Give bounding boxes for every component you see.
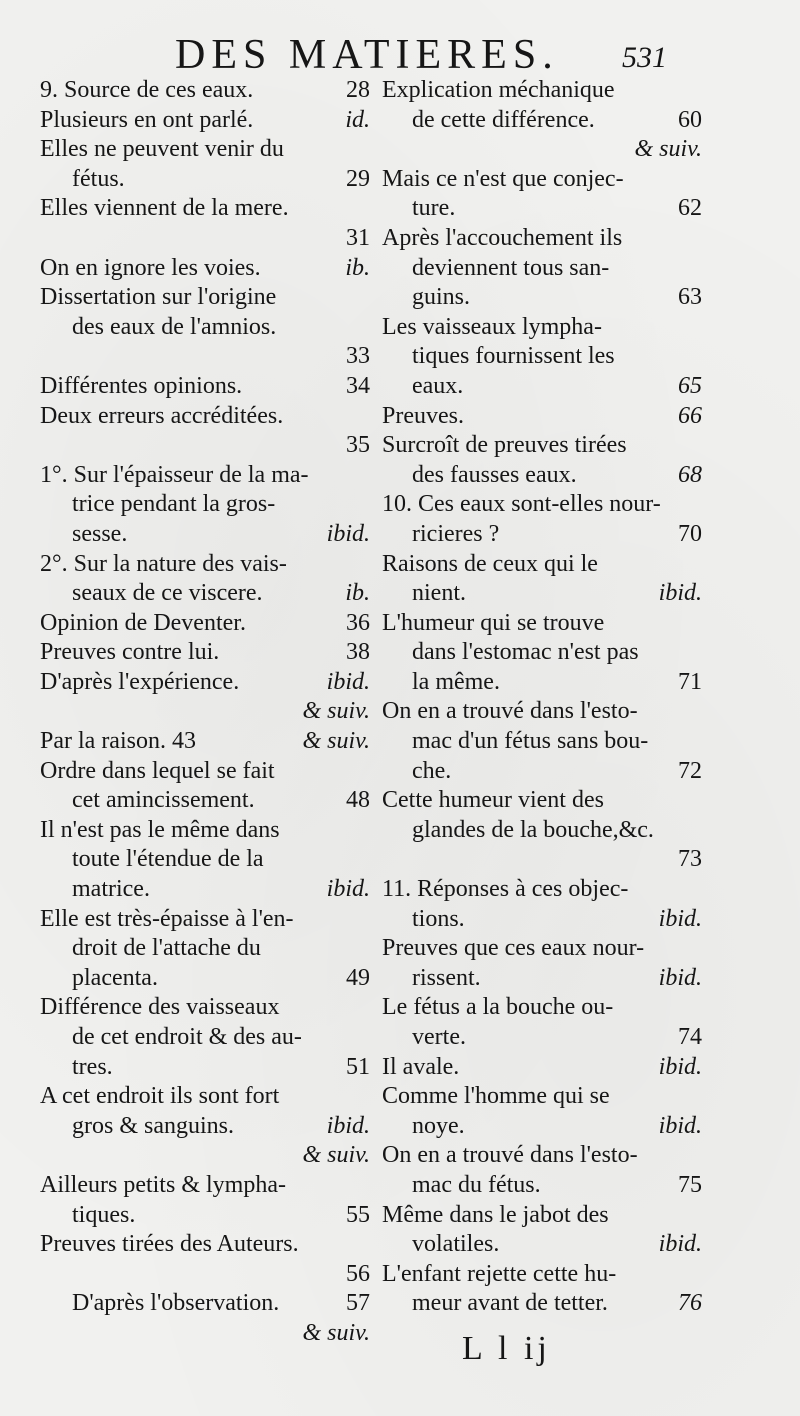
index-entry	[40, 135, 370, 165]
entry-page-ref: 31	[346, 224, 370, 251]
entry-page-ref: 74	[678, 1024, 702, 1050]
entry-text: matrice.	[72, 876, 150, 903]
entry-page-ref: 71	[678, 668, 702, 695]
entry-page-ref: 62	[678, 195, 702, 222]
entry-text: droit de l'attache du	[72, 935, 261, 962]
entry-page-ref: 65	[678, 372, 702, 399]
index-entry	[382, 905, 702, 935]
index-entry	[382, 283, 702, 313]
index-entry	[40, 165, 370, 195]
entry-page-ref: 56	[346, 1260, 370, 1287]
index-entry	[40, 697, 370, 727]
entry-text: Explication méchanique	[382, 77, 615, 103]
index-entry	[382, 993, 702, 1023]
entry-text: Mais ce n'est que conjec-	[382, 165, 624, 192]
entry-text: cet amincissement.	[72, 787, 255, 814]
entry-text: Comme l'homme qui se	[382, 1083, 610, 1110]
entry-text: On en ignore les voies.	[40, 254, 261, 281]
entry-page-ref: 57	[346, 1290, 370, 1317]
index-entry	[40, 402, 370, 432]
entry-text: Cette humeur vient des	[382, 787, 604, 814]
entry-page-ref: 29	[346, 165, 370, 192]
entry-text: Même dans le jabot des	[382, 1201, 609, 1228]
entry-page-ref: ibid.	[326, 876, 370, 903]
index-entry	[40, 638, 370, 668]
index-entry	[40, 757, 370, 787]
entry-text: 1°. Sur l'épaisseur de la ma-	[40, 461, 309, 488]
entry-page-ref: 36	[346, 609, 370, 636]
entry-text: Différence des vaisseaux	[40, 994, 280, 1021]
index-entry	[382, 697, 702, 727]
entry-page-ref: 51	[346, 1053, 370, 1080]
entry-page-ref: 66	[678, 402, 702, 429]
index-entry	[382, 194, 702, 224]
entry-text: de cette différence.	[412, 106, 595, 133]
entry-page-ref: 28	[346, 77, 370, 103]
index-entry	[40, 875, 370, 905]
entry-page-ref: 72	[678, 757, 702, 784]
index-entry	[40, 1141, 370, 1171]
entry-text: Preuves tirées des Auteurs.	[40, 1231, 299, 1258]
entry-text: Le fétus a la bouche ou-	[382, 994, 614, 1021]
index-entry	[40, 194, 370, 224]
entry-text: Raisons de ceux qui le	[382, 550, 598, 577]
entry-text: Il n'est pas le même dans	[40, 816, 280, 843]
entry-text: L'enfant rejette cette hu-	[382, 1260, 617, 1287]
entry-text: eaux.	[412, 372, 464, 399]
entry-text: Opinion de Deventer.	[40, 609, 246, 636]
index-entry	[40, 76, 370, 106]
entry-text: Les vaisseaux lympha-	[382, 313, 602, 340]
entry-text: ture.	[412, 195, 456, 222]
entry-text: Preuves.	[382, 402, 464, 429]
page-header	[0, 30, 800, 80]
index-entry	[382, 609, 702, 639]
entry-text: D'après l'expérience.	[40, 668, 240, 695]
entry-page-ref: 73	[678, 846, 702, 873]
index-entry	[40, 816, 370, 846]
entry-page-ref: ib.	[345, 580, 370, 607]
entry-page-ref: & suiv.	[302, 1319, 370, 1346]
index-entry	[382, 224, 702, 254]
entry-text: verte.	[412, 1024, 466, 1050]
index-entry	[40, 845, 370, 875]
index-entry	[382, 1260, 702, 1290]
index-entry	[40, 579, 370, 609]
entry-text: 9. Source de ces eaux.	[40, 77, 254, 103]
index-entry	[40, 1082, 370, 1112]
entry-page-ref: 38	[346, 639, 370, 666]
page-number: 531	[622, 41, 667, 74]
index-entry	[382, 490, 702, 520]
index-entry	[382, 165, 702, 195]
entry-text: des eaux de l'amnios.	[72, 313, 277, 340]
index-entry	[40, 461, 370, 491]
entry-text: L'humeur qui se trouve	[382, 609, 605, 636]
index-entry	[40, 224, 370, 254]
index-entry	[40, 786, 370, 816]
entry-page-ref: ibid.	[658, 1053, 702, 1080]
index-entry	[382, 520, 702, 550]
entry-text: sesse.	[72, 520, 128, 547]
entry-page-ref: & suiv.	[302, 1142, 370, 1169]
entry-text: tions.	[412, 905, 465, 932]
entry-text: Dissertation sur l'origine	[40, 284, 277, 311]
entry-text: trice pendant la gros-	[72, 491, 276, 518]
entry-text: toute l'étendue de la	[72, 846, 264, 873]
entry-text: glandes de la bouche,&c.	[412, 816, 654, 843]
entry-text: che.	[412, 757, 452, 784]
entry-text: placenta.	[72, 964, 158, 991]
index-entry	[382, 76, 702, 106]
entry-text: A cet endroit ils sont fort	[40, 1083, 280, 1110]
entry-page-ref: ibid.	[658, 905, 702, 932]
index-entry	[382, 727, 702, 757]
entry-text: Il avale.	[382, 1053, 460, 1080]
entry-text: Preuves contre lui.	[40, 639, 220, 666]
index-entry	[382, 431, 702, 461]
entry-page-ref: 33	[346, 343, 370, 370]
index-entry	[40, 520, 370, 550]
entry-text: On en a trouvé dans l'esto-	[382, 1142, 638, 1169]
entry-text: D'après l'observation.	[72, 1290, 280, 1317]
entry-page-ref: ibid.	[326, 1112, 370, 1139]
entry-page-ref: 48	[346, 787, 370, 814]
index-entry	[40, 431, 370, 461]
entry-text: Par la raison. 43	[40, 728, 196, 755]
entry-text: noye.	[412, 1112, 465, 1139]
index-entry	[40, 106, 370, 136]
entry-page-ref: & suiv.	[302, 728, 370, 755]
index-entry	[382, 934, 702, 964]
entry-text: 10. Ces eaux sont-elles nour-	[382, 491, 661, 518]
index-entry	[40, 1112, 370, 1142]
entry-text: 2°. Sur la nature des vais-	[40, 550, 287, 577]
index-entry	[382, 402, 702, 432]
entry-text: ricieres ?	[412, 520, 500, 547]
index-entry	[382, 1053, 702, 1083]
entry-text: Elles viennent de la mere.	[40, 195, 289, 222]
index-entry	[40, 964, 370, 994]
entry-text: mac d'un fétus sans bou-	[412, 728, 649, 755]
index-entry	[382, 254, 702, 284]
entry-text: des fausses eaux.	[412, 461, 577, 488]
entry-page-ref: 68	[678, 461, 702, 488]
entry-text: Ordre dans lequel se fait	[40, 757, 275, 784]
index-entry	[40, 372, 370, 402]
entry-text: Elle est très-épaisse à l'en-	[40, 905, 294, 932]
index-entry	[382, 638, 702, 668]
index-entry	[40, 1260, 370, 1290]
entry-page-ref: ibid.	[326, 520, 370, 547]
entry-text: Ailleurs petits & lympha-	[40, 1171, 286, 1198]
index-entry	[382, 1171, 702, 1201]
index-entry	[382, 875, 702, 905]
entry-page-ref: & suiv.	[302, 698, 370, 725]
entry-page-ref: 49	[346, 964, 370, 991]
entry-page-ref: 55	[346, 1201, 370, 1228]
index-entry	[382, 757, 702, 787]
index-entry	[382, 1201, 702, 1231]
entry-text: Plusieurs en ont parlé.	[40, 106, 254, 133]
entry-text: 11. Réponses à ces objec-	[382, 876, 629, 903]
entry-text: Surcroît de preuves tirées	[382, 432, 627, 459]
index-entry	[40, 313, 370, 343]
entry-text: la même.	[412, 668, 500, 695]
entry-text: rissent.	[412, 964, 481, 991]
index-entry	[382, 1289, 702, 1319]
index-entry	[40, 254, 370, 284]
entry-text: Après l'accouchement ils	[382, 224, 623, 251]
index-entry	[382, 135, 702, 165]
index-entry	[40, 1289, 370, 1319]
index-column-left	[40, 76, 370, 1349]
index-entry	[40, 342, 370, 372]
index-entry	[40, 1230, 370, 1260]
index-entry	[40, 727, 370, 757]
index-entry	[40, 668, 370, 698]
entry-text: meur avant de tetter.	[412, 1290, 608, 1317]
entry-text: Deux erreurs accréditées.	[40, 402, 284, 429]
index-entry	[382, 964, 702, 994]
index-entry	[382, 342, 702, 372]
entry-page-ref: ibid.	[658, 964, 702, 991]
entry-text: de cet endroit & des au-	[72, 1024, 302, 1050]
index-entry	[382, 668, 702, 698]
index-entry	[40, 905, 370, 935]
entry-page-ref: 75	[678, 1171, 702, 1198]
index-entry	[382, 816, 702, 846]
running-title: DES MATIERES.	[175, 32, 559, 78]
index-entry	[40, 490, 370, 520]
index-entry	[382, 845, 702, 875]
entry-text: tiques fournissent les	[412, 343, 615, 370]
entry-text: volatiles.	[412, 1231, 500, 1258]
entry-page-ref: 70	[678, 520, 702, 547]
entry-text: tiques.	[72, 1201, 136, 1228]
entry-text: gros & sanguins.	[72, 1112, 234, 1139]
index-entry	[382, 1230, 702, 1260]
index-entry	[40, 550, 370, 580]
entry-page-ref: 35	[346, 432, 370, 459]
index-entry	[382, 106, 702, 136]
entry-text: tres.	[72, 1053, 113, 1080]
index-entry	[382, 372, 702, 402]
index-column-right	[382, 76, 702, 1319]
entry-text: mac du fétus.	[412, 1171, 541, 1198]
entry-text: deviennent tous san-	[412, 254, 610, 281]
index-entry	[382, 313, 702, 343]
entry-page-ref: ibid.	[658, 1112, 702, 1139]
entry-page-ref: 63	[678, 284, 702, 311]
index-entry	[40, 1319, 370, 1349]
entry-text: guins.	[412, 284, 471, 311]
entry-page-ref: id.	[345, 106, 370, 133]
index-entry	[382, 786, 702, 816]
entry-page-ref: & suiv.	[634, 136, 702, 163]
index-entry	[40, 1171, 370, 1201]
index-entry	[40, 1201, 370, 1231]
entry-page-ref: 76	[678, 1290, 702, 1317]
index-entry	[40, 1023, 370, 1053]
entry-page-ref: ibid.	[658, 1231, 702, 1258]
index-entry	[382, 461, 702, 491]
entry-page-ref: 34	[346, 372, 370, 399]
index-entry	[382, 1023, 702, 1053]
entry-text: On en a trouvé dans l'esto-	[382, 698, 638, 725]
entry-text: seaux de ce viscere.	[72, 580, 263, 607]
entry-text: Différentes opinions.	[40, 372, 243, 399]
entry-page-ref: 60	[678, 106, 702, 133]
index-entry	[40, 934, 370, 964]
index-entry	[382, 579, 702, 609]
signature-mark: L l ij	[462, 1330, 551, 1367]
entry-page-ref: ibid.	[326, 668, 370, 695]
index-entry	[382, 550, 702, 580]
index-entry	[40, 283, 370, 313]
index-entry	[382, 1112, 702, 1142]
entry-text: nient.	[412, 580, 466, 607]
entry-page-ref: ib.	[345, 254, 370, 281]
entry-text: Preuves que ces eaux nour-	[382, 935, 645, 962]
index-entry	[40, 993, 370, 1023]
index-entry	[382, 1082, 702, 1112]
entry-page-ref: ibid.	[658, 580, 702, 607]
entry-text: dans l'estomac n'est pas	[412, 639, 639, 666]
entry-text: Elles ne peuvent venir du	[40, 136, 284, 163]
index-entry	[40, 1053, 370, 1083]
index-entry	[382, 1141, 702, 1171]
entry-text: fétus.	[72, 165, 125, 192]
index-entry	[40, 609, 370, 639]
